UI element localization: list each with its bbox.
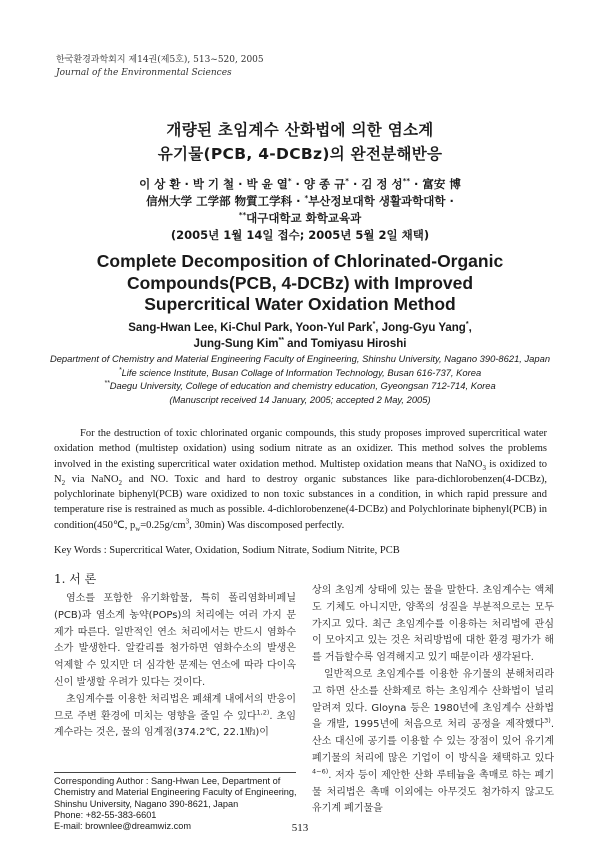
superscript-mark: * [287,177,292,186]
journal-citation: 한국환경과학회지 제14권(제5호), 513~520, 2005 [56,55,264,65]
footnote-line: Chemistry and Material Engineering Faculty of Engineering, [54,787,297,798]
korean-title-line2: 유기물(PCB, 4-DCBz)의 완전분해반응 [157,145,443,163]
superscript-mark: ** [402,177,410,186]
footnote-line: E-mail: brownlee@dreamwiz.com [54,821,191,832]
korean-title-line1: 개량된 초임계수 산화법에 의한 염소계 [166,121,434,139]
abstract-part: via NaNO [65,473,119,485]
affil-shinshu-ko: 信州大学 工学部 物質工学科 · [146,194,305,208]
korean-author-names [0,176,600,193]
english-affiliations [0,352,600,406]
affil-daegu-ko: 대구대학교 화학교육과 [246,211,362,225]
abstract-part: =0.25g/cm [140,519,186,531]
author-name-kim: · 김 정 성 [348,177,403,191]
affiliation-daegu [0,379,600,393]
english-title [0,251,600,316]
reference-mark: 3) [544,717,551,726]
korean-affiliation-1 [0,193,600,210]
body-text: . 저자 등이 제안한 산화 루테늄을 촉매로 하는 폐기물 처리법은 촉매 이외에는 아무것도 첨가하지 않고도 유기계 폐기물을 [312,769,554,815]
superscript-mark: * [372,321,376,329]
korean-affiliation-2 [0,210,600,227]
body-paragraph [312,667,554,818]
footnote-line: Shinshu University, Nagano 390-8621, Japan [54,798,239,809]
body-text: 일반적으로 초임계수를 이용한 유기물의 분해처리라고 하면 산소를 산화제로 하는 초임계수 산화법이 널리 알려져 있다. Gloyna 등은 1980년에 초임계수 산화법을 개발, 1995년에 처음으로 처리 공정을 제작했다 [312,668,554,731]
body-paragraph: 염소를 포함한 유기화합물, 특히 폴리염화비페닐(PCB)과 염소계 농약(POPs)의 처리에는 여러 가지 문제가 따른다. 일반적인 연소 처리에서는 반드시 염화수소가 발생한다. 알칼리를 첨가하면 염화수소의 발생은 억제할 수 있지만 더 심각한 문제는 연소에 따라 다이옥신이 발생할 우려가 있다는 것이다. [54,593,296,688]
footnote-divider [54,772,296,773]
reference-mark: 1,2) [256,708,270,717]
reference-mark: 4~6) [312,767,329,776]
authors-en-2a: Jung-Sung Kim [193,338,279,350]
superscript-mark: ** [238,211,247,220]
english-authors [0,320,600,352]
comma: , [468,322,472,334]
page-number: 513 [291,822,309,834]
korean-title [0,118,600,166]
subscript-2: 2 [61,478,66,487]
section-heading-introduction: 1. 서 론 [54,572,97,586]
english-authors-line2 [0,336,600,352]
affiliation-daegu-text: Daegu University, College of education and chemistry education, Gyeongsan 712-714, Korea [109,380,496,391]
abstract-paragraph [54,426,547,533]
abstract-part: is oxidized to N [54,458,548,485]
superscript-3: 3 [185,517,190,526]
body-column-right [312,583,554,818]
english-title-line1: Complete Decomposition of Chlorinated-Organic [96,251,504,271]
footnote-line: Phone: +82-55-383-6601 [54,809,157,820]
authors-en-2b: and Tomiyasu Hiroshi [283,338,407,350]
english-authors-line1 [0,320,600,336]
body-paragraph: 상의 초임계 상태에 있는 물을 말한다. 초임계수는 액체도 기체도 아니지만, 양쪽의 성질을 부분적으로는 모두 가지고 있다. 최근 초임계수를 이용하는 처리법에 관심이 모아지고 있는 것은 처리방법에 대한 환경 평가가 해를 거듭할수록 엄격해지고 있기 때문이라 생각된다. [312,585,554,664]
journal-header [56,54,264,80]
manuscript-dates: (Manuscript received 14 January, 2005; accepted 2 May, 2005) [169,393,431,405]
author-name-last: · 富安 博 [409,177,461,191]
author-names-1: 이 상 환 · 박 기 철 · 박 윤 열 [139,177,288,191]
abstract-part: For the destruction of toxic chlorinated organic compounds, this study proposes improved supercritical water oxidation method (multistep oxidation) using sodium nitrate as an oxidizer. This method solves the problems involved in the existing supercritical water oxidation method. Multistep oxidation means that NaNO [54,428,547,470]
english-title-line3: Supercritical Water Oxidation Method [144,294,456,314]
footnote-line: Corresponding Author : Sang-Hwan Lee, Department of [54,776,281,786]
authors-en-1b: , Jong-Gyu Yang [375,322,466,334]
body-text: . 초임계수라는 것은, 물의 임계점(374.2℃, 22.1㎫)이 [54,710,296,739]
affil-busan-ko: 부산정보대학 생활과학대학 · [308,194,454,208]
korean-received-dates: (2005년 1월 14일 접수; 2005년 5월 2일 채택) [170,228,430,242]
affiliation-busan [0,366,600,380]
korean-authors [0,176,600,244]
superscript-mark: ** [278,337,284,345]
superscript-mark: * [118,366,122,374]
body-text: . 산소 대신에 공기를 이용할 수 있는 장점이 있어 유기계 폐기물의 처리에 많은 기업이 이 방식을 채택하고 있다 [312,719,554,764]
body-column-left [54,569,296,742]
body-paragraph [54,692,296,742]
abstract-part: , 30min) Was discomposed perfectly. [189,519,345,531]
english-title-line2: Compounds(PCB, 4-DCBz) with Improved [126,272,474,293]
body-text: 초임계수를 이용한 처리법은 폐쇄계 내에서의 반응이므로 주변 환경에 미치는 영향을 줄일 수 있다 [54,693,296,722]
superscript-mark: ** [104,379,110,387]
subscript-3: 3 [482,463,487,472]
affiliation-shinshu: Department of Chemistry and Material Engineering Faculty of Engineering, Shinshu University, Nagano 390-8621, Japan [49,353,551,364]
superscript-mark: * [465,321,469,329]
abstract-part: and NO. Toxic and hard to destroy organic substances like para-dichlorobenzen(4-DCBz), polychlorinate biphenyl(PCB) ware oxidized to non toxic substances in a condition, in which rapid pressure and temperature rise is restrained as much as possible. 4-dichlorobenzene(4-DCBz) and Polychlorinate biphenyl(PCB) in condition(450℃, p [54,473,547,531]
abstract [54,426,547,533]
affiliation-busan-text: Life science Institute, Busan Collage of Information Technology, Busan 616-737, Korea [121,366,482,378]
journal-name-en: Journal of the Environmental Sciences [56,68,232,78]
subscript-w: w [135,524,141,533]
superscript-mark: * [345,177,349,186]
keywords: Key Words : Supercritical Water, Oxidation, Sodium Nitrate, Sodium Nitrite, PCB [54,545,400,556]
authors-en-1a: Sang-Hwan Lee, Ki-Chul Park, Yoon-Yul Park [128,322,373,334]
subscript-2: 2 [118,478,123,487]
author-name-yang: · 양 종 규 [291,177,346,191]
superscript-mark: * [304,194,309,203]
